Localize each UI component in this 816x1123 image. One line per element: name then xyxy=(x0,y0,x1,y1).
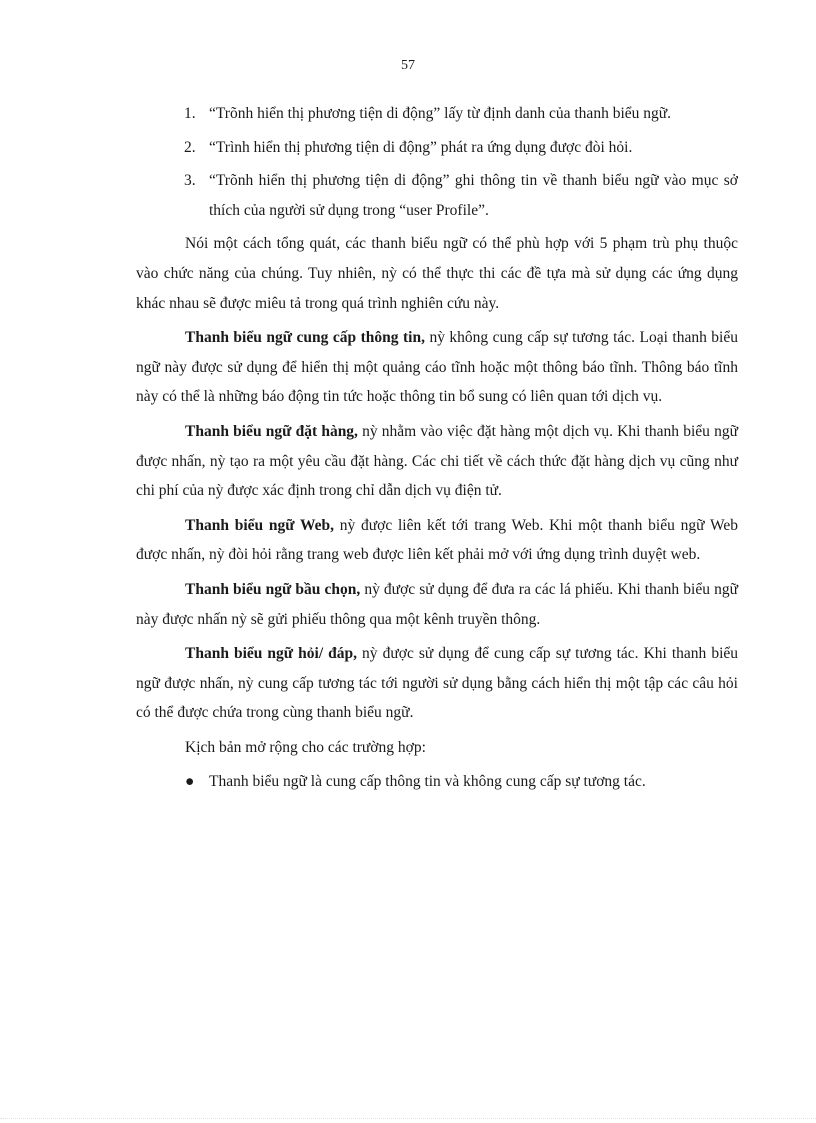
category-paragraph xyxy=(136,575,738,634)
category-term: Thanh biểu ngữ đặt hàng, xyxy=(185,422,358,440)
category-text: nỳ không cung cấp sự tương tác. Loại thanh biểu ngữ này được sử dụng để hiển thị một quảng cáo tĩnh hoặc một thông báo tĩnh. Thông báo tĩnh này có thể là những báo động tin tức hoặc thông tin bổ sung có liên quan tới dịch vụ. xyxy=(136,329,738,406)
page-content xyxy=(136,99,738,797)
bullet-item xyxy=(136,767,738,797)
category-text: nỳ được sử dụng để cung cấp sự tương tác. Khi thanh biểu ngữ được nhấn, nỳ cung cấp tương tác tới người sử dụng bằng cách hiển thị một tập các câu hỏi có thể được chứa trong cùng thanh biểu ngữ. xyxy=(136,645,739,722)
list-number: 2. xyxy=(184,138,196,156)
numbered-list xyxy=(136,99,738,225)
bullet-text: Thanh biểu ngữ là cung cấp thông tin và không cung cấp sự tương tác. xyxy=(209,773,646,791)
list-number: 3. xyxy=(184,172,196,190)
category-paragraph xyxy=(136,511,738,570)
category-term: Thanh biểu ngữ hỏi/ đáp, xyxy=(185,645,358,663)
page-bottom-divider xyxy=(0,1118,816,1119)
category-term: Thanh biểu ngữ cung cấp thông tin, xyxy=(185,329,425,347)
list-item xyxy=(136,99,738,129)
intro-paragraph: Nói một cách tổng quát, các thanh biểu ngữ có thể phù hợp với 5 phạm trù phụ thuộc vào chức năng của chúng. Tuy nhiên, nỳ có thể thực thi các đề tựa mà sử dụng các ứng dụng khác nhau sẽ được miêu tả trong quá trình nghiên cứu này. xyxy=(136,235,738,312)
category-text: nỳ nhằm vào việc đặt hàng một dịch vụ. Khi thanh biểu ngữ được nhấn, nỳ tạo ra một yêu cầu đặt hàng. Các chi tiết về cách thức đặt hàng dịch vụ cũng như chi phí của nỳ được xác định trong chỉ dẫn dịch vụ điện tử. xyxy=(136,422,738,500)
category-text: nỳ được sử dụng để đưa ra các lá phiếu. Khi thanh biểu ngữ này được nhấn nỳ sẽ gửi phiếu thông qua một kênh truyền thông. xyxy=(136,580,738,628)
category-term: Thanh biểu ngữ Web, xyxy=(185,516,335,534)
category-paragraph xyxy=(136,639,738,728)
scenario-intro: Kịch bản mở rộng cho các trường hợp: xyxy=(185,738,426,756)
list-item-text: “Trình hiển thị phương tiện di động” phát ra ứng dụng được đòi hỏi. xyxy=(209,138,633,156)
category-term: Thanh biểu ngữ bầu chọn, xyxy=(185,580,361,598)
list-item-text: “Trõnh hiển thị phương tiện di động” lấy từ định danh của thanh biểu ngữ. xyxy=(209,105,672,122)
category-paragraph xyxy=(136,323,738,412)
category-paragraph xyxy=(136,417,738,506)
page-number: 57 xyxy=(401,58,415,70)
list-item-text: “Trõnh hiển thị phương tiện di động” ghi thông tin về thanh biểu ngữ vào mục sở thích của người sử dụng trong “user Profile”. xyxy=(209,172,738,219)
bullet-icon: ● xyxy=(185,773,195,791)
list-item xyxy=(136,133,738,163)
list-item xyxy=(136,166,738,225)
bullet-list xyxy=(136,767,738,797)
category-text: nỳ được liên kết tới trang Web. Khi một thanh biểu ngữ Web được nhấn, nỳ đòi hỏi rằng trang web được liên kết phải mở với ứng dụng trình duyệt web. xyxy=(136,516,738,564)
list-number: 1. xyxy=(184,105,196,122)
